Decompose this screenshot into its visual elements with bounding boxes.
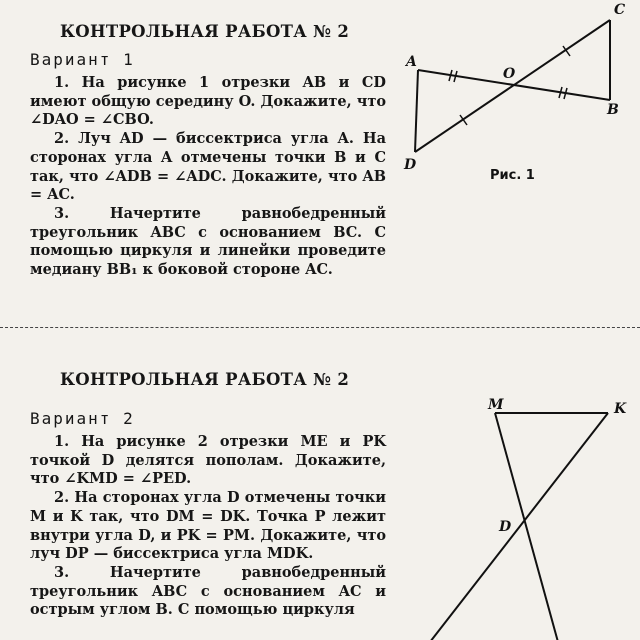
variant1-label: Вариант 1 [30,50,135,69]
figure-2-diagram [430,413,608,640]
point-label-C: C [614,2,626,18]
point-label-D-fig2: D [499,519,512,535]
variant2-task-2: 2. На сторонах угла D отмечены точки M и K так, что DM = DK. Точка P лежит внутри угла D, и PK = PM. Докажите, что луч DP — биссектриса угла MDK. [30,489,386,563]
variant1-task-3: 3. Начертите равнобедренный треугольник ABC с основанием BC. С помощью циркуля и линейки проведите медиану BB₁ к боковой стороне AC. [30,204,386,279]
variant2-task-3: 3. Начертите равнобедренный треугольник ABC с основанием AC и острым углом B. С помощью циркуля [30,563,386,619]
variant1-task-1: 1. На рисунке 1 отрезки AB и CD имеют общую середину O. Докажите, что ∠DAO = ∠CBO. [30,74,386,129]
variant2-title: КОНТРОЛЬНАЯ РАБОТА № 2 [60,370,350,389]
variant1-title: КОНТРОЛЬНАЯ РАБОТА № 2 [60,22,350,41]
segment-DC [415,20,610,152]
segment-KP [430,413,608,640]
point-label-O: O [503,66,516,82]
variant2-task-1: 1. На рисунке 2 отрезки ME и PK точкой D делятся пополам. Докажите, что ∠KMD = ∠PED. [30,433,386,488]
figure-1-caption: Рис. 1 [490,168,535,183]
variant2-label: Вариант 2 [30,409,135,428]
variant1-task-2: 2. Луч AD — биссектриса угла A. На сторонах угла A отмечены точки B и C так, что ∠ADB = ∠ADC. Докажите, что AB = AC. [30,130,386,204]
point-label-M: M [488,397,504,413]
point-label-D: D [404,157,417,173]
point-label-K: K [614,401,627,417]
segment-AD [415,70,418,152]
point-label-B: B [607,102,619,118]
figure-1-diagram [415,20,610,152]
point-label-A: A [406,54,417,70]
